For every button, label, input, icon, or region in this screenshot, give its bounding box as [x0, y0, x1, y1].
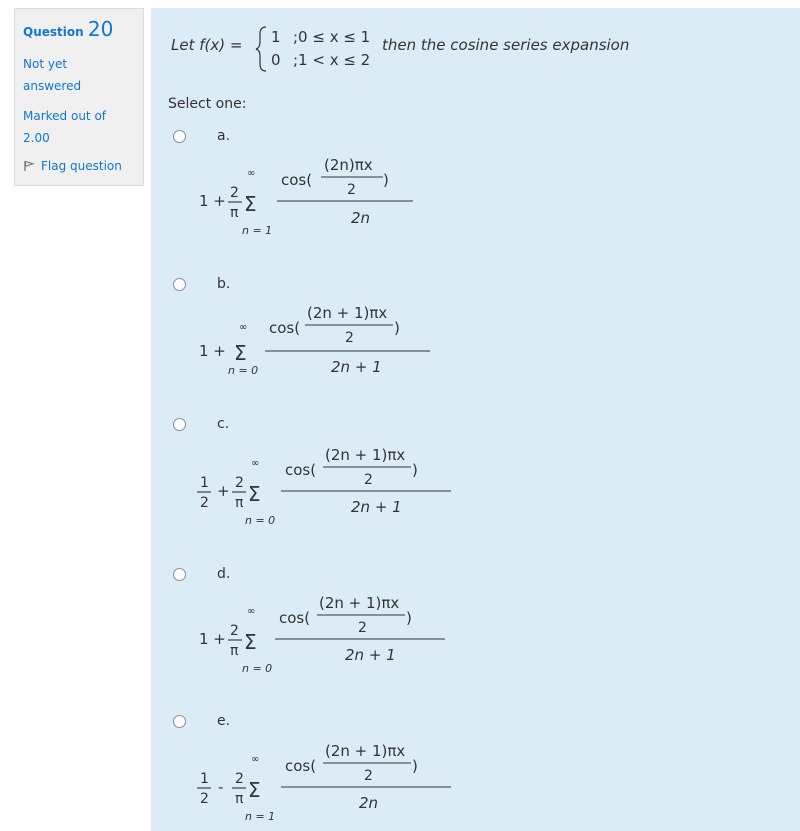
- option-a-cos-num: (2n)πx: [324, 156, 373, 174]
- grade-line-1: Marked out of: [23, 109, 107, 123]
- option-b-cos-den: 2: [345, 330, 354, 346]
- option-e-sigma: Σ: [248, 778, 261, 802]
- option-e-sum-lower: n = 1: [245, 810, 276, 823]
- option-c-radio[interactable]: [173, 418, 186, 431]
- option-e-lead-op: -: [218, 778, 224, 796]
- flag-question-button[interactable]: [23, 159, 135, 173]
- question-number-value: 20: [87, 17, 114, 41]
- option-c-lead-op: +: [217, 482, 230, 500]
- option-a-sum-upper: ∞: [247, 168, 256, 179]
- option-b-lead: 1 +: [199, 342, 226, 360]
- option-d-sum-lower: n = 0: [242, 662, 273, 675]
- option-c-sum-lower: n = 0: [245, 514, 276, 527]
- question-number: [23, 17, 135, 41]
- option-a-formula: [193, 150, 413, 242]
- option-e-letter: e.: [217, 713, 231, 729]
- option-e-cos-num: (2n + 1)πx: [325, 742, 406, 760]
- option-d-cos-close: ): [406, 609, 412, 627]
- option-a-coef-den: π: [230, 205, 239, 221]
- option-b-sum-upper: ∞: [239, 322, 248, 333]
- state-line-1: Not yet: [23, 57, 68, 71]
- option-e-formula: [193, 735, 453, 827]
- question-state: [23, 53, 135, 97]
- option-b-sigma: Σ: [234, 341, 247, 365]
- option-e-cos-open: cos(: [285, 757, 317, 775]
- option-d-letter: d.: [217, 566, 231, 582]
- option-e-coef-den: π: [235, 791, 244, 807]
- option-c-cos-num: (2n + 1)πx: [325, 446, 406, 464]
- option-e-cos-den: 2: [364, 768, 373, 784]
- option-b-radio[interactable]: [173, 278, 186, 291]
- piecewise-brace: [256, 27, 266, 71]
- option-b-letter: b.: [217, 276, 231, 292]
- option-d-formula: [193, 588, 453, 680]
- option-a-lead: 1 +: [199, 192, 226, 210]
- option-c-sigma: Σ: [248, 482, 261, 506]
- case1-condition: ;0 ≤ x ≤ 1: [293, 28, 371, 46]
- option-c-formula: [193, 438, 453, 530]
- option-d-sum-upper: ∞: [247, 606, 256, 617]
- option-a-sum-lower: n = 1: [242, 224, 273, 237]
- option-e-lead-num: 1: [200, 771, 209, 787]
- option-d-cos-num: (2n + 1)πx: [319, 594, 400, 612]
- question-label: Question: [23, 25, 84, 39]
- option-c-coef-den: π: [235, 495, 244, 511]
- option-e-sum-upper: ∞: [251, 754, 260, 765]
- option-d-coef-den: π: [230, 643, 239, 659]
- option-a-cos-den: 2: [347, 182, 356, 198]
- option-b-cos-open: cos(: [269, 319, 301, 337]
- flag-icon: [23, 160, 35, 172]
- option-b-cos-close: ): [394, 319, 400, 337]
- option-a-sigma: Σ: [244, 192, 257, 216]
- option-e-denominator: 2n: [359, 794, 379, 812]
- option-d-denominator: 2n + 1: [345, 646, 396, 664]
- case1-value: 1: [271, 28, 281, 46]
- option-a-denominator: 2n: [351, 209, 371, 227]
- question-info-panel: [14, 8, 144, 186]
- option-d-coef-num: 2: [230, 623, 239, 639]
- option-c-cos-den: 2: [364, 472, 373, 488]
- question-text: [171, 20, 771, 80]
- option-e-radio[interactable]: [173, 715, 186, 728]
- option-c-cos-open: cos(: [285, 461, 317, 479]
- option-c-sum-upper: ∞: [251, 458, 260, 469]
- option-d-cos-open: cos(: [279, 609, 311, 627]
- option-d-sigma: Σ: [244, 630, 257, 654]
- option-b-denominator: 2n + 1: [331, 358, 382, 376]
- option-b-sum-lower: n = 0: [228, 364, 259, 377]
- option-a-coef-num: 2: [230, 185, 239, 201]
- option-e-lead-den: 2: [200, 791, 209, 807]
- option-c-lead-num: 1: [200, 475, 209, 491]
- option-c-cos-close: ): [412, 461, 418, 479]
- option-e-coef-num: 2: [235, 771, 244, 787]
- case2-condition: ;1 < x ≤ 2: [293, 51, 371, 69]
- option-a-letter: a.: [217, 128, 231, 144]
- option-a-radio[interactable]: [173, 130, 186, 143]
- option-e-cos-close: ): [412, 757, 418, 775]
- qtext-lead: Let f(x) =: [171, 36, 243, 54]
- option-b-formula: [193, 298, 433, 390]
- state-line-2: answered: [23, 79, 82, 93]
- option-a-cos-close: ): [383, 171, 389, 189]
- option-c-coef-num: 2: [235, 475, 244, 491]
- select-one-prompt: Select one:: [168, 96, 247, 112]
- option-c-denominator: 2n + 1: [351, 498, 402, 516]
- option-c-lead-den: 2: [200, 495, 209, 511]
- question-content: [151, 8, 800, 831]
- case2-value: 0: [271, 51, 281, 69]
- option-b-cos-num: (2n + 1)πx: [307, 304, 388, 322]
- qtext-tail: then the cosine series expansion: [382, 36, 630, 54]
- option-d-radio[interactable]: [173, 568, 186, 581]
- option-a-cos-open: cos(: [281, 171, 313, 189]
- question-grade: [23, 105, 135, 149]
- flag-question-label: Flag question: [41, 159, 122, 173]
- option-d-cos-den: 2: [358, 620, 367, 636]
- option-d-lead: 1 +: [199, 630, 226, 648]
- option-c-letter: c.: [217, 416, 230, 432]
- grade-line-2: 2.00: [23, 131, 50, 145]
